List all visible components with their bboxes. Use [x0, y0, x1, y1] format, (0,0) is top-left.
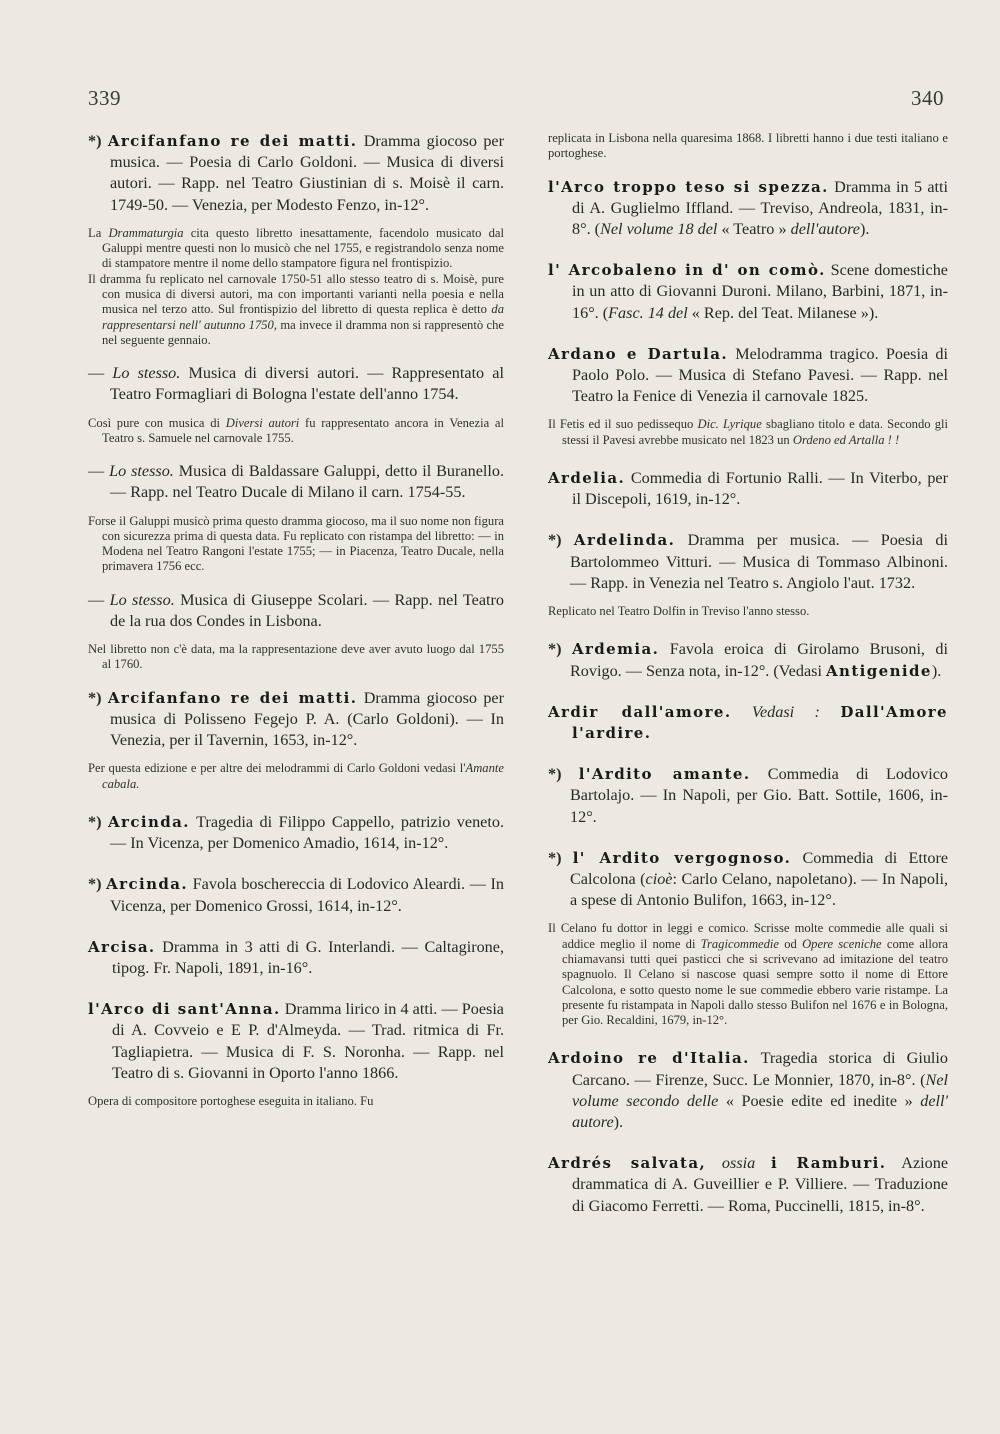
cross-reference: Antigenide [826, 661, 932, 680]
note-text: sbagliano titolo e data. Secondo gli stessi il Pavesi avrebbe musicato nel 1823 un [562, 417, 948, 447]
note-galuppi [88, 514, 504, 575]
entry-title: Arcifanfano re dei matti. [107, 688, 358, 707]
entry-text: : Carlo Celano, napoletano). — In Napoli, a spese di Antonio Bulifon, 1663, in-12°. [570, 869, 948, 910]
entry-arco-sant-anna [88, 999, 504, 1084]
note-replica [88, 272, 504, 348]
entry-title: Ardrés salvata, [548, 1154, 707, 1173]
entry-arco-troppo-teso [548, 177, 948, 241]
dash: — [88, 462, 105, 481]
note-italic: Dic. Lyrique [697, 417, 762, 432]
asterisk-mark: *) [548, 640, 562, 659]
entry-text: Dramma lirico in 4 atti. — Poesia di A. Covveio e E P. d'Almeyda. — Trad. ritmica di Fr. Tagliapietra. — Musica di F. S. Noronha. — Rapp. nel Teatro di s. Giovanni in Oporto l'anno 1866. [112, 1000, 504, 1082]
entry-title: l'Ardito amante. [578, 765, 751, 784]
entry-ardano-dartula [548, 344, 948, 408]
note-drammaturgia [88, 226, 504, 272]
entry-title: i Ramburi. [771, 1154, 887, 1173]
entry-title: Arcinda. [106, 875, 189, 894]
entry-arcinda-1 [88, 812, 504, 854]
note-text: come allora chiamavansi tutti quei pasticci che si scrivevano ad imitazione del teatro spagnuolo. Il Celano si nascose quasi sempre sotto il nome di Ettore Calcolona, e sotto questo nome le sue commedie ebbero varie ristampe. La presente fu ristampata in Napoli dallo stesso Bulifon nel 1676 e in Bologna, per Gio. Recaldini, 1679, in-12°. [562, 936, 949, 1028]
entry-ardir-dall-amore [548, 702, 948, 744]
entry-arcinda-2 [88, 874, 504, 916]
entry-title: l' Arcobaleno in d' on comò. [548, 261, 826, 280]
entry-text: Scene domestiche in un atto di Giovanni Duroni. Milano, Barbini, 1871, in-16°. ( [572, 261, 948, 322]
note-text: Così pure con musica di [88, 415, 220, 430]
entry-text: ). [613, 1113, 624, 1132]
left-column [88, 131, 504, 1109]
note-italic: Ordeno ed Artalla ! ! [792, 432, 900, 447]
note-text: Forse il Galuppi musicò prima questo dramma giocoso, ma il suo nome non figura con sicurezza prima di questa data. Fu replicato con ristampa del libretto: — in Modena nel Teatro Rangoni l'estate 1755; — in Piacenza, Teatro Ducale, nella primavera 1756 ecc. [88, 513, 504, 574]
entry-text: Azione drammatica di A. Guveillier e P. Villiere. — Traduzione di Giacomo Ferretti. — Roma, Puccinelli, 1815, in-8°. [572, 1154, 949, 1215]
entry-italic: cioè [645, 869, 673, 888]
note-italic: Opere sceniche [802, 936, 882, 951]
entry-title: Arcinda. [107, 812, 190, 831]
entry-text: Musica di diversi autori. — Rappresentato al Teatro Formagliari di Bologna l'estate dell'anno 1754. [110, 364, 504, 404]
asterisk-mark: *) [88, 812, 102, 831]
note-text: ma invece il dramma non si rappresentò che nel seguente gennaio. [102, 317, 504, 347]
asterisk-mark: *) [548, 848, 562, 867]
entry-arcisa [88, 937, 504, 979]
right-column [548, 131, 948, 1217]
entry-title: Ardelia. [548, 469, 626, 488]
note-text: cita questo libretto inesattamente, facendolo musicato dal Galuppi mentre questi non lo musicò che nel 1755, e registrandolo senza nome di stampatore mentre il nome dello stampatore figura nel frontispizio. [102, 225, 504, 271]
note-italic: Amante cabala. [102, 761, 504, 791]
entry-text: Dramma in 3 atti di G. Interlandi. — Caltagirone, tipog. Fr. Napoli, 1891, in-16°. [112, 937, 505, 977]
entry-lo-stesso-2 [88, 461, 504, 503]
entry-text: Commedia di Fortunio Ralli. — In Viterbo, per il Discepoli, 1619, in-12°. [572, 469, 949, 509]
entry-text: Favola boschereccia di Lodovico Aleardi. — In Vicenza, per Domenico Grossi, 1614, in-12°. [110, 875, 504, 915]
entry-arcifanfano-1 [88, 131, 504, 216]
dash: — [88, 590, 105, 609]
entry-text: « Teatro » [721, 220, 787, 238]
entry-text: Tragedia di Filippo Cappello, patrizio veneto. — In Vicenza, per Domenico Amadio, 1614, in-12°. [110, 812, 504, 853]
entry-title: l'Arco troppo teso si spezza. [548, 177, 829, 196]
asterisk-mark: *) [88, 875, 102, 894]
note-samuele [88, 416, 504, 447]
entry-ardemia [548, 639, 948, 681]
entry-ardelinda [548, 530, 948, 594]
asterisk-mark: *) [548, 531, 562, 550]
entry-italic: Nel volume 18 del [600, 220, 718, 238]
entry-title: Ardano e Dartula. [548, 344, 728, 363]
entry-title: Ardelinda. [573, 531, 676, 550]
dash: — [88, 364, 105, 383]
entry-text: « Poesie edite ed inedite » [725, 1091, 913, 1110]
entry-ardres-salvata [548, 1153, 948, 1217]
entry-italic: dell' autore [572, 1091, 949, 1132]
entry-ardito-vergognoso [548, 848, 948, 912]
note-italic: Diversi autori [225, 415, 300, 430]
entry-title: Ardir dall'amore. [548, 702, 732, 721]
entry-text: Dramma giocoso per musica di Polisseno Fegejo P. A. (Carlo Goldoni). — In Venezia, per il Tavernin, 1653, in-12°. [110, 688, 504, 750]
entry-ardoino [548, 1048, 948, 1133]
entry-arcifanfano-2 [88, 688, 504, 752]
entry-title: l' Ardito vergognoso. [572, 848, 792, 867]
note-text: La [88, 225, 102, 240]
entry-title-italic: Lo stesso. [109, 462, 174, 481]
entry-text: Dramma per musica. — Poesia di Bartolommeo Vitturi. — Musica di Tommaso Albinoni. — Rapp. in Venezia nel Teatro s. Angiolo l'aut. 1732. [570, 531, 948, 592]
entry-ardelia [548, 468, 948, 510]
entry-title-italic: Lo stesso. [109, 590, 175, 609]
asterisk-mark: *) [88, 688, 102, 707]
entry-title: Ardemia. [571, 640, 660, 659]
entry-text: Musica di Baldassare Galuppi, detto il Buranello. — Rapp. nel Teatro Ducale di Milano il carn. 1754-55. [110, 462, 505, 502]
note-text: od [784, 936, 797, 951]
entry-lo-stesso-1 [88, 363, 504, 405]
entry-title: l'Arco di sant'Anna. [88, 1000, 281, 1019]
entry-lo-stesso-3 [88, 590, 504, 632]
entry-title: Arcifanfano re dei matti. [107, 132, 358, 150]
note-dolfin [548, 604, 948, 619]
note-fetis [548, 417, 948, 448]
entry-italic: Nel volume secondo delle [572, 1070, 948, 1110]
note-goldoni [88, 761, 504, 792]
note-continued [548, 131, 948, 162]
entry-italic: dell'autore [790, 220, 860, 238]
note-text: Il Celano fu dottor in leggi e comico. Scrisse molte commedie alle quali si addice meglio il nome di [548, 921, 948, 951]
note-text: Replicato nel Teatro Dolfin in Treviso l'anno stesso. [548, 604, 810, 619]
page-number-left: 339 [88, 86, 121, 110]
entry-text: Dramma giocoso per musica. — Poesia di Carlo Goldoni. — Musica di diversi autori. — Rapp. nel Teatro Giustinian di s. Moisè il carn. 1749-50. — Venezia, per Modesto Fenzo, in-12°. [110, 132, 504, 214]
page-number-right: 340 [911, 86, 944, 110]
note-celano [548, 921, 948, 1028]
note-text: replicata in Lisbona nella quaresima 1868. I libretti hanno i due testi italiano e portoghese. [548, 131, 948, 161]
asterisk-mark: *) [548, 765, 562, 784]
entry-text: Commedia di Ettore Calcolona ( [570, 848, 949, 888]
note-italic: Drammaturgia [108, 225, 184, 240]
note-text: Per questa edizione e per altre dei melodrammi di Carlo Goldoni vedasi l' [88, 761, 466, 776]
note-text: fu rappresentato ancora in Venezia al Teatro s. Samuele nel carnovale 1755. [102, 415, 504, 445]
entry-italic: ossia [721, 1154, 756, 1173]
note-text: Opera di compositore portoghese eseguita in italiano. Fu [88, 1094, 374, 1109]
entry-title: Arcisa. [88, 937, 156, 956]
entry-text: Melodramma tragico. Poesia di Paolo Polo. — Musica di Stefano Pavesi. — Rapp. nel Teatro la Fenice di Venezia il carnovale 1825. [572, 344, 948, 406]
note-text: Il dramma fu replicato nel carnovale 1750-51 allo stesso teatro di s. Moisè, pure con musica di diversi autori, ma con importanti varianti nella poesia e nella musica nel terzo atto. Sul frontispizio del libretto di questa replica è detto [88, 271, 504, 317]
entry-text: « Rep. del Teat. Milanese »). [691, 303, 879, 322]
entry-ardito-amante [548, 764, 948, 828]
cross-reference: Dall'Amore l'ardire. [572, 702, 949, 742]
entry-text: Favola eroica di Girolamo Brusoni, di Rovigo. — Senza nota, in-12°. (Vedasi [570, 640, 949, 680]
entry-arcobaleno [548, 260, 948, 324]
entry-title: Ardoino re d'Italia. [548, 1049, 750, 1068]
asterisk-mark: *) [88, 132, 102, 150]
entry-italic: Vedasi : [751, 702, 820, 721]
entry-title-italic: Lo stesso. [112, 364, 181, 383]
note-libretto [88, 642, 504, 673]
entry-italic: Fasc. 14 del [608, 303, 688, 322]
note-italic: Tragicommedie [700, 936, 780, 951]
entry-text: Tragedia storica di Giulio Carcano. — Firenze, Succ. Le Monnier, 1870, in-8°. ( [572, 1049, 948, 1089]
entry-text: Musica di Giuseppe Scolari. — Rapp. nel Teatro de la rua dos Condes in Lisbona. [110, 590, 505, 630]
note-text: Nel libretto non c'è data, ma la rappresentazione deve aver avuto luogo dal 1755 al 1760. [88, 642, 504, 672]
entry-text: Commedia di Lodovico Bartolajo. — In Napoli, per Gio. Batt. Sottile, 1606, in-12°. [570, 765, 948, 826]
entry-text: Dramma in 5 atti di A. Guglielmo Iffland. — Treviso, Andreola, 1831, in-8°. ( [572, 177, 949, 238]
note-portoghese [88, 1094, 504, 1109]
note-text: Il Fetis ed il suo pedissequo [548, 417, 694, 432]
note-italic: da rappresentarsi nell' autunno 1750, [102, 302, 504, 332]
entry-text: ). [931, 661, 942, 680]
entry-text: ). [860, 220, 870, 238]
